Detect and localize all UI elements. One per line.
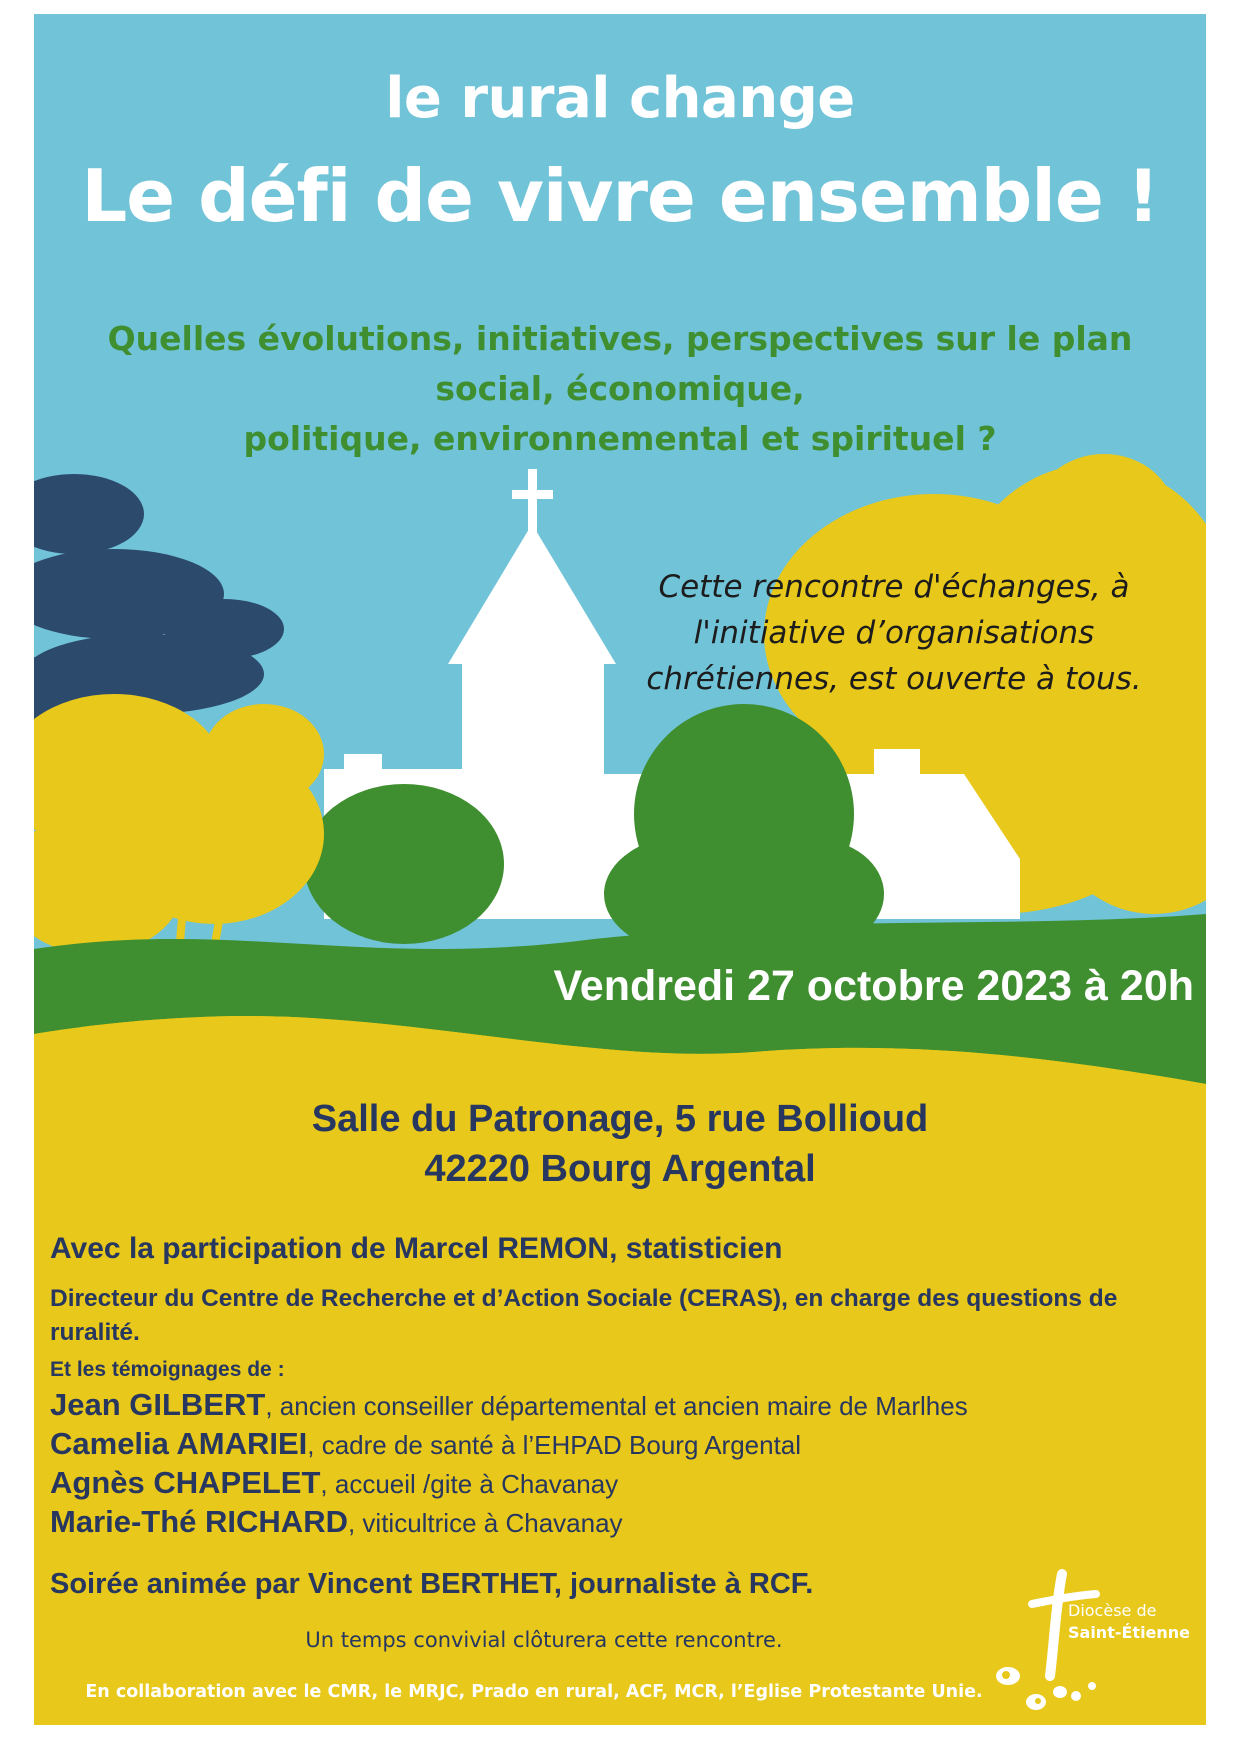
list-item	[50, 1503, 1200, 1542]
event-venue	[34, 1094, 1206, 1194]
speaker-intro: Avec la participation de	[50, 1232, 386, 1265]
collaboration-footer: En collaboration avec le CMR, le MRJC, Prado en rural, ACF, MCR, l’Eglise Protestante Unie.	[85, 1682, 983, 1702]
witness-name: Agnès CHAPELET	[50, 1465, 321, 1500]
witness-role: , viticultrice à Chavanay	[347, 1508, 623, 1538]
venue-city: 42220 Bourg Argental	[424, 1148, 816, 1190]
questions-line: social, économique,	[435, 369, 805, 408]
page-title: Le défi de vivre ensemble !	[81, 154, 1159, 238]
poster	[34, 14, 1206, 1725]
diocese-name	[1068, 1600, 1204, 1644]
intro-text	[624, 564, 1164, 702]
kicker-text: le rural change	[385, 66, 855, 131]
witness-list	[50, 1386, 1200, 1542]
witness-name: Marie-Thé RICHARD	[50, 1504, 348, 1539]
venue-address: Salle du Patronage, 5 rue Bollioud	[311, 1098, 929, 1140]
intro-line: chrétiennes, est ouverte à tous.	[646, 661, 1142, 697]
diocese-name-line1: Diocèse de	[1068, 1601, 1157, 1620]
witness-role: , accueil /gite à Chavanay	[320, 1469, 619, 1499]
closing-line: Un temps convivial clôturera cette rencontre.	[305, 1628, 783, 1652]
testimonies-heading: Et les témoignages de :	[50, 1358, 285, 1381]
questions-line: Quelles évolutions, initiatives, perspectives sur le plan	[107, 319, 1133, 358]
speaker-title: , statisticien	[609, 1232, 783, 1265]
speaker-name: Marcel REMON	[394, 1232, 610, 1265]
speaker-line	[50, 1232, 1190, 1266]
intro-line: Cette rencontre d'échanges, à	[658, 569, 1130, 605]
questions-line: politique, environnemental et spirituel ?	[243, 419, 997, 458]
list-item	[50, 1464, 1200, 1503]
diocese-name-line2: Saint-Étienne	[1068, 1623, 1191, 1642]
witness-role: , cadre de santé à l’EHPAD Bourg Argental	[307, 1430, 802, 1460]
witness-name: Camelia AMARIEI	[50, 1426, 308, 1461]
witness-name: Jean GILBERT	[50, 1387, 266, 1422]
event-date: Vendredi 27 octobre 2023 à 20h	[553, 962, 1194, 1010]
witness-role: , ancien conseiller départemental et ancien maire de Marlhes	[265, 1391, 968, 1421]
intro-line: l'initiative d’organisations	[693, 615, 1095, 651]
questions-block	[74, 314, 1166, 464]
moderator-line: Soirée animée par Vincent BERTHET, journaliste à RCF.	[50, 1568, 814, 1600]
list-item	[50, 1425, 1200, 1464]
speaker-role: Directeur du Centre de Recherche et d’Action Sociale (CERAS), en charge des questions de ruralité.	[50, 1285, 1118, 1346]
list-item	[50, 1386, 1200, 1425]
